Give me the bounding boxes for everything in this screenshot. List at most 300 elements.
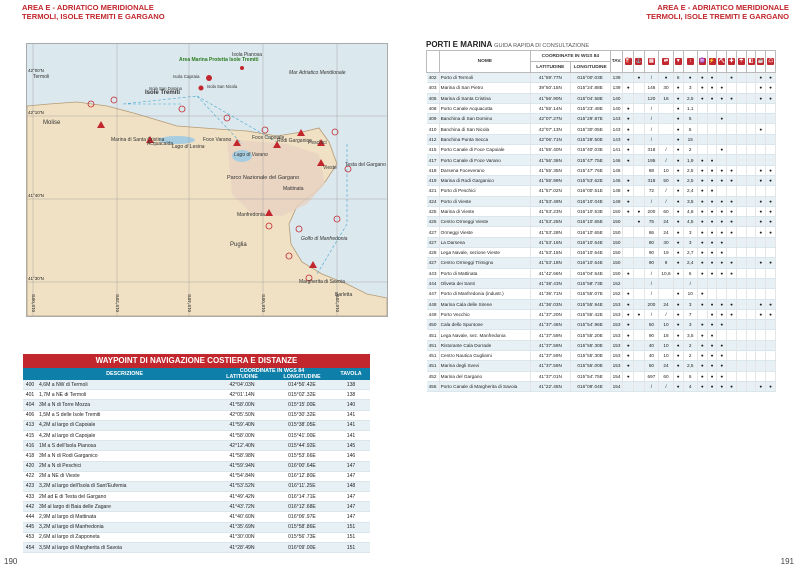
table-cell: ● bbox=[756, 196, 766, 206]
transit-icon: ⇄ bbox=[663, 58, 669, 64]
table-cell: 425 bbox=[427, 206, 440, 216]
table-cell bbox=[746, 83, 756, 93]
table-cell bbox=[727, 145, 737, 155]
table-cell: ● bbox=[697, 361, 707, 371]
table-row bbox=[23, 430, 370, 440]
table-cell bbox=[697, 124, 707, 134]
table-cell: 41°53'.25N bbox=[531, 217, 571, 227]
table-cell bbox=[727, 289, 737, 299]
table-cell bbox=[766, 114, 776, 124]
table-cell bbox=[736, 289, 746, 299]
table-cell bbox=[634, 278, 645, 288]
table-cell bbox=[727, 186, 737, 196]
map-label-foce: Foce Varano bbox=[203, 137, 232, 143]
map-label-testa: Testa del Gargano bbox=[345, 162, 386, 168]
table-cell bbox=[717, 186, 727, 196]
table-cell: ● bbox=[697, 371, 707, 381]
table-cell: ● bbox=[766, 258, 776, 268]
table-cell: 41°37'.20N bbox=[531, 309, 571, 319]
table-cell: 50 bbox=[644, 361, 658, 371]
table-cell bbox=[746, 258, 756, 268]
table-cell: 24 bbox=[659, 227, 674, 237]
table-cell: ● bbox=[756, 73, 766, 83]
table-cell: ● bbox=[659, 73, 674, 83]
table-cell: 120 bbox=[644, 93, 658, 103]
table-cell: ● bbox=[707, 320, 717, 330]
table-row bbox=[427, 237, 776, 247]
table-cell: 1,1 bbox=[683, 103, 697, 113]
table-row bbox=[23, 471, 370, 481]
table-cell: ● bbox=[727, 299, 737, 309]
table-cell: 41°53'.28N bbox=[531, 227, 571, 237]
table-cell: 150 bbox=[610, 258, 623, 268]
table-cell: 418 bbox=[427, 165, 440, 175]
table-cell: 442 bbox=[23, 502, 37, 512]
table-row bbox=[23, 441, 370, 451]
table-cell bbox=[736, 93, 746, 103]
table-cell bbox=[766, 268, 776, 278]
table-cell bbox=[736, 227, 746, 237]
table-cell: / bbox=[659, 309, 674, 319]
table-cell bbox=[623, 217, 634, 227]
table-cell: 3 bbox=[683, 227, 697, 237]
table-cell: ● bbox=[697, 299, 707, 309]
table-cell bbox=[634, 381, 645, 391]
table-cell: 15 bbox=[683, 134, 697, 144]
table-row bbox=[427, 103, 776, 113]
table-cell: 39°50'.15N bbox=[531, 83, 571, 93]
table-cell: 016°04'.54E bbox=[570, 268, 610, 278]
table-cell bbox=[766, 289, 776, 299]
table-cell: 60 bbox=[659, 371, 674, 381]
table-cell: ● bbox=[727, 196, 737, 206]
table-cell: ● bbox=[727, 165, 737, 175]
table-cell: 150 bbox=[610, 237, 623, 247]
table-row bbox=[427, 289, 776, 299]
table-cell bbox=[634, 227, 645, 237]
table-cell: ● bbox=[673, 258, 683, 268]
table-cell: ● bbox=[756, 309, 766, 319]
table-cell: ● bbox=[766, 381, 776, 391]
table-cell: 10,6 bbox=[659, 268, 674, 278]
table-row bbox=[427, 196, 776, 206]
table-cell: ● bbox=[673, 186, 683, 196]
table-cell: ● bbox=[697, 340, 707, 350]
table-cell: 10 bbox=[659, 320, 674, 330]
table-row bbox=[23, 380, 370, 390]
map-label-manfredonia: Manfredonia bbox=[237, 212, 265, 218]
table-cell: ● bbox=[673, 196, 683, 206]
waypoints-rows bbox=[23, 380, 370, 553]
table-cell: 41°42'.66N bbox=[531, 268, 571, 278]
table-cell: 318 bbox=[644, 175, 658, 185]
table-cell bbox=[717, 134, 727, 144]
table-cell: 016°09'.00E bbox=[272, 543, 332, 553]
table-cell bbox=[766, 103, 776, 113]
table-cell: 016°10'.65E bbox=[570, 227, 610, 237]
table-cell: ● bbox=[707, 186, 717, 196]
table-cell: 2M a N di Peschici bbox=[37, 461, 212, 471]
table-cell: 2,5 bbox=[683, 93, 697, 103]
table-cell: 153 bbox=[610, 351, 623, 361]
table-cell: 41°56'.36N bbox=[531, 155, 571, 165]
table-cell: 423 bbox=[23, 481, 37, 491]
table-cell: 2,4 bbox=[683, 186, 697, 196]
table-cell: ● bbox=[717, 371, 727, 381]
table-row bbox=[23, 543, 370, 553]
table-cell: ● bbox=[697, 175, 707, 185]
table-cell: ● bbox=[697, 73, 707, 83]
table-cell: 19 bbox=[659, 248, 674, 258]
table-cell: 403 bbox=[427, 83, 440, 93]
table-cell: / bbox=[644, 381, 658, 391]
table-cell bbox=[756, 320, 766, 330]
map-label-pianosa: Isola Pianosa bbox=[232, 52, 263, 58]
table-cell bbox=[736, 124, 746, 134]
table-cell: ● bbox=[707, 381, 717, 391]
table-cell: 41°37'.59N bbox=[531, 330, 571, 340]
table-cell bbox=[697, 103, 707, 113]
table-row bbox=[23, 532, 370, 542]
table-cell: 1M a S dell'Isola Pianosa bbox=[37, 441, 212, 451]
table-cell: Marina di Vieste bbox=[439, 206, 530, 216]
table-cell: / bbox=[644, 114, 658, 124]
table-cell: 151 bbox=[332, 532, 370, 542]
table-cell bbox=[736, 299, 746, 309]
table-cell bbox=[746, 237, 756, 247]
table-cell: ● bbox=[697, 155, 707, 165]
table-cell: ● bbox=[727, 381, 737, 391]
table-cell: 151 bbox=[332, 543, 370, 553]
table-cell bbox=[736, 330, 746, 340]
table-cell: ● bbox=[766, 299, 776, 309]
table-cell: ● bbox=[727, 217, 737, 227]
table-cell bbox=[623, 165, 634, 175]
table-cell: ● bbox=[756, 175, 766, 185]
table-cell: ● bbox=[673, 320, 683, 330]
table-cell: 153 bbox=[610, 299, 623, 309]
table-cell bbox=[756, 351, 766, 361]
lon-label-2: 015°40'E bbox=[187, 293, 192, 312]
table-cell: 1,9 bbox=[683, 155, 697, 165]
table-row bbox=[427, 73, 776, 83]
table-cell: ● bbox=[673, 340, 683, 350]
table-cell: 3,2M al largo di Manfredonia bbox=[37, 522, 212, 532]
table-cell: 150 bbox=[610, 268, 623, 278]
table-cell: 150 bbox=[610, 248, 623, 258]
table-cell: 428 bbox=[427, 248, 440, 258]
table-cell: 318 bbox=[644, 145, 658, 155]
table-cell: 42°05'.50N bbox=[212, 410, 272, 420]
table-cell bbox=[707, 124, 717, 134]
table-cell bbox=[736, 73, 746, 83]
table-cell bbox=[756, 340, 766, 350]
table-cell: 455 bbox=[427, 381, 440, 391]
table-cell bbox=[756, 268, 766, 278]
table-cell: Porto di Peschici bbox=[439, 186, 530, 196]
table-cell: Marina del Gargano bbox=[439, 371, 530, 381]
map-label-puglia: Puglia bbox=[230, 242, 247, 248]
table-cell: 3M a N di Rodi Garganico bbox=[37, 451, 212, 461]
table-cell: 41°30'.00N bbox=[212, 532, 272, 542]
table-cell: 6 bbox=[683, 371, 697, 381]
table-cell: ● bbox=[673, 381, 683, 391]
table-cell: 41°59'.94N bbox=[212, 461, 272, 471]
table-row bbox=[427, 381, 776, 391]
table-cell: 444 bbox=[23, 512, 37, 522]
table-cell bbox=[717, 73, 727, 83]
table-cell: ● bbox=[756, 124, 766, 134]
table-cell: 444 bbox=[427, 278, 440, 288]
table-cell: ● bbox=[634, 206, 645, 216]
table-cell bbox=[623, 227, 634, 237]
lat-label-1: 42°10'N bbox=[28, 110, 44, 115]
table-cell: ● bbox=[766, 217, 776, 227]
table-cell: 015°15'.00E bbox=[272, 400, 332, 410]
table-cell: ● bbox=[707, 237, 717, 247]
table-cell: 140 bbox=[610, 103, 623, 113]
table-cell: 443 bbox=[427, 268, 440, 278]
table-row bbox=[23, 400, 370, 410]
table-cell: 86 bbox=[644, 227, 658, 237]
table-cell: 015°30'.05E bbox=[570, 124, 610, 134]
table-cell: 449 bbox=[427, 309, 440, 319]
table-row bbox=[427, 320, 776, 330]
table-cell bbox=[717, 103, 727, 113]
lat-label-3: 41°30'N bbox=[28, 276, 44, 281]
table-row bbox=[427, 217, 776, 227]
table-cell: ● bbox=[707, 196, 717, 206]
header-subtitle: TERMOLI, ISOLE TREMITI E GARGANO bbox=[22, 12, 165, 21]
table-cell: 015°24'.88E bbox=[570, 83, 610, 93]
water-icon: ♒ bbox=[699, 58, 706, 64]
table-cell: 148 bbox=[610, 186, 623, 196]
table-cell bbox=[727, 361, 737, 371]
table-cell bbox=[623, 73, 634, 83]
table-cell: 418 bbox=[23, 451, 37, 461]
table-cell: ● bbox=[623, 320, 634, 330]
table-cell bbox=[697, 278, 707, 288]
table-cell: ● bbox=[673, 165, 683, 175]
table-cell bbox=[746, 124, 756, 134]
table-cell: 139 bbox=[610, 83, 623, 93]
restaurant-icon: ☕ bbox=[757, 58, 764, 64]
table-cell: ● bbox=[623, 351, 634, 361]
map-label-tremiti: Isole Tremiti bbox=[145, 90, 181, 96]
table-cell: 72 bbox=[644, 186, 658, 196]
table-cell: ● bbox=[717, 175, 727, 185]
table-cell bbox=[634, 196, 645, 206]
table-cell: Porto Canale di Margherita di Savoia bbox=[439, 381, 530, 391]
table-row bbox=[427, 371, 776, 381]
table-cell bbox=[623, 248, 634, 258]
table-cell bbox=[727, 114, 737, 124]
table-cell: 139 bbox=[610, 73, 623, 83]
table-row bbox=[23, 512, 370, 522]
table-cell: ● bbox=[707, 227, 717, 237]
table-cell: ● bbox=[727, 73, 737, 83]
table-cell: 014°56'.42E bbox=[272, 380, 332, 390]
table-cell: Darsena Foceverano bbox=[439, 165, 530, 175]
table-cell: ● bbox=[717, 196, 727, 206]
table-cell bbox=[756, 145, 766, 155]
table-cell: 410 bbox=[427, 124, 440, 134]
table-cell bbox=[766, 340, 776, 350]
table-cell: 41°37'.59N bbox=[531, 340, 571, 350]
table-row bbox=[427, 175, 776, 185]
lon-label-4: 016°20'E bbox=[335, 293, 340, 312]
table-cell bbox=[717, 330, 727, 340]
table-cell bbox=[634, 340, 645, 350]
table-cell bbox=[756, 186, 766, 196]
table-cell: Oliveta dei Santi bbox=[439, 278, 530, 288]
table-cell: 41°37'.01N bbox=[531, 371, 571, 381]
table-cell: 421 bbox=[427, 186, 440, 196]
table-cell bbox=[623, 381, 634, 391]
table-cell: ● bbox=[756, 93, 766, 103]
table-cell: 015°41'.00E bbox=[272, 430, 332, 440]
table-cell bbox=[697, 114, 707, 124]
table-cell: 015°55'.94E bbox=[570, 299, 610, 309]
table-cell: 400 bbox=[23, 380, 37, 390]
table-row bbox=[427, 309, 776, 319]
table-cell: ● bbox=[707, 155, 717, 165]
table-cell: La Darsena bbox=[439, 237, 530, 247]
table-row bbox=[427, 186, 776, 196]
ports-title-main: PORTI E MARINA bbox=[426, 40, 492, 49]
waypoints-title: WAYPOINT DI NAVIGAZIONE COSTIERA E DISTANZE bbox=[23, 354, 370, 368]
table-row bbox=[427, 155, 776, 165]
table-cell: ● bbox=[756, 258, 766, 268]
col-tav: TAV. bbox=[610, 51, 623, 73]
table-cell: 451 bbox=[427, 361, 440, 371]
table-cell: 146 bbox=[644, 83, 658, 93]
table-cell: 16 bbox=[659, 93, 674, 103]
table-cell: ● bbox=[727, 175, 737, 185]
table-cell: 4,2M al largo di Capojale bbox=[37, 430, 212, 440]
fuel-icon: ⛽ bbox=[625, 58, 632, 64]
table-cell: 40 bbox=[644, 351, 658, 361]
table-cell: Marina di San Pietro bbox=[439, 83, 530, 93]
table-cell: 3 bbox=[683, 320, 697, 330]
table-row bbox=[23, 461, 370, 471]
table-cell: ● bbox=[717, 83, 727, 93]
table-row bbox=[23, 481, 370, 491]
table-cell: 419 bbox=[427, 175, 440, 185]
table-row bbox=[427, 361, 776, 371]
table-cell bbox=[746, 248, 756, 258]
table-cell: 24 bbox=[659, 361, 674, 371]
table-cell bbox=[736, 361, 746, 371]
table-cell bbox=[746, 155, 756, 165]
table-cell: / bbox=[644, 278, 658, 288]
table-cell: 30 bbox=[659, 237, 674, 247]
table-cell: ● bbox=[707, 371, 717, 381]
table-cell: 4,8 bbox=[683, 206, 697, 216]
table-cell bbox=[659, 114, 674, 124]
table-cell: Ormeggi Vieste bbox=[439, 227, 530, 237]
table-cell bbox=[707, 278, 717, 288]
table-cell bbox=[756, 103, 766, 113]
table-cell: 41°58'.98N bbox=[212, 451, 272, 461]
table-cell bbox=[746, 145, 756, 155]
table-cell: 143 bbox=[610, 124, 623, 134]
table-cell: 015°40'.03E bbox=[570, 145, 610, 155]
table-cell: ● bbox=[727, 268, 737, 278]
table-cell: / bbox=[644, 309, 658, 319]
table-cell bbox=[727, 103, 737, 113]
table-cell: 90 bbox=[644, 248, 658, 258]
table-cell: 015°56'.73E bbox=[272, 532, 332, 542]
table-cell: 015°54'.75E bbox=[570, 371, 610, 381]
table-cell: ● bbox=[766, 227, 776, 237]
lon-label-3: 016°00'E bbox=[261, 293, 266, 312]
table-cell bbox=[746, 268, 756, 278]
col-nome: NOME bbox=[439, 51, 530, 73]
table-cell: 016°08'.04E bbox=[570, 381, 610, 391]
table-cell: / bbox=[659, 196, 674, 206]
table-cell bbox=[746, 351, 756, 361]
table-cell: 150 bbox=[610, 227, 623, 237]
table-cell: ● bbox=[623, 330, 634, 340]
table-cell: ● bbox=[717, 165, 727, 175]
table-cell: 015°58'.73E bbox=[570, 278, 610, 288]
table-cell bbox=[707, 114, 717, 124]
table-cell: 42°07'.27N bbox=[531, 114, 571, 124]
table-cell: 10 bbox=[659, 351, 674, 361]
map-label-rodi: Rodi Garganico bbox=[277, 138, 312, 144]
table-cell: 41°37'.46N bbox=[531, 320, 571, 330]
table-cell: 153 bbox=[610, 320, 623, 330]
table-cell: ● bbox=[717, 340, 727, 350]
table-cell: ● bbox=[623, 134, 634, 144]
table-cell: ● bbox=[673, 93, 683, 103]
table-cell bbox=[746, 361, 756, 371]
table-cell: 41°53'.18N bbox=[531, 258, 571, 268]
table-cell bbox=[634, 175, 645, 185]
table-cell: 153 bbox=[610, 330, 623, 340]
table-cell: Ristorante Cala Dorrade bbox=[439, 340, 530, 350]
table-cell: 151 bbox=[332, 522, 370, 532]
table-cell: ● bbox=[707, 361, 717, 371]
table-cell: 41°37'.59N bbox=[531, 361, 571, 371]
table-cell: ● bbox=[673, 289, 683, 299]
draft-icon: ↕ bbox=[687, 58, 694, 65]
map-label-molise: Molise bbox=[43, 120, 61, 126]
table-cell: 451 bbox=[427, 340, 440, 350]
page-number-left: 190 bbox=[4, 557, 18, 566]
table-cell: 015°23'.48E bbox=[570, 103, 610, 113]
table-cell bbox=[707, 289, 717, 299]
table-cell: ● bbox=[673, 114, 683, 124]
table-cell: 141 bbox=[332, 410, 370, 420]
table-cell: ● bbox=[623, 206, 634, 216]
shop-icon: ☖ bbox=[768, 58, 773, 64]
table-cell: ● bbox=[766, 73, 776, 83]
table-cell: ● bbox=[697, 93, 707, 103]
table-cell: ● bbox=[717, 361, 727, 371]
table-cell: 427 bbox=[427, 227, 440, 237]
table-cell bbox=[766, 320, 776, 330]
table-cell: ● bbox=[673, 103, 683, 113]
table-row bbox=[427, 258, 776, 268]
map-label-peschici: Peschici bbox=[308, 140, 327, 146]
table-cell: 408 bbox=[427, 103, 440, 113]
table-cell: 9 bbox=[659, 258, 674, 268]
table-cell: 42°12'.40N bbox=[212, 441, 272, 451]
table-cell: 4,6M a NW di Termoli bbox=[37, 380, 212, 390]
table-cell bbox=[736, 114, 746, 124]
